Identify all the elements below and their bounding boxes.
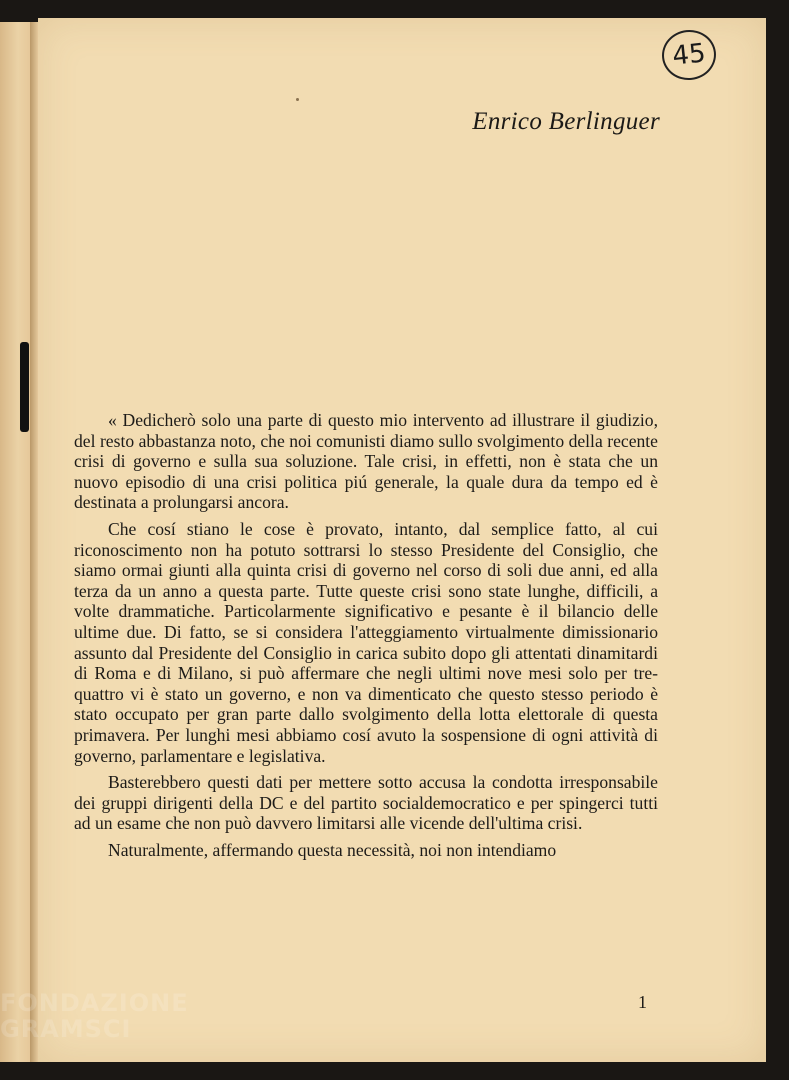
- binding-mark: [20, 342, 29, 432]
- watermark-line-2: GRAMSCI: [0, 1015, 132, 1043]
- left-page-edge: [0, 22, 30, 1062]
- watermark-line-1: FONDAZIONE: [0, 989, 189, 1017]
- paragraph-1: « Dedicherò solo una parte di questo mio intervento ad illustrare il giudizio, del resto abbastanza noto, che noi comunisti diamo sullo svolgimento della recente crisi di governo e sulla sua soluzione. Tale crisi, in effetti, non è stata che un nuovo episodio di una crisi politica piú generale, la quale dura da tempo ed è destinata a prolungarsi ancora.: [74, 410, 658, 513]
- scan-background: [766, 18, 789, 1080]
- body-text: [74, 410, 658, 866]
- paper-speck: [296, 98, 299, 101]
- archive-number-circle: 45: [660, 27, 719, 82]
- author-name: Enrico Berlinguer: [472, 108, 660, 135]
- watermark-logo: [0, 990, 200, 1080]
- document-page: [38, 18, 766, 1062]
- page-gutter: [30, 22, 38, 1062]
- paragraph-2: Che cosí stiano le cose è provato, intanto, dal semplice fatto, al cui riconoscimento non ha potuto sottrarsi lo stesso Presidente del Consiglio, che siamo ormai giunti alla quinta crisi di governo nel corso di soli due anni, ed alla terza da un anno a questa parte. Tutte queste crisi sono state lunghe, difficili, a volte drammatiche. Particolarmente significativo e pesante è il bilancio delle ultime due. Di fatto, se si considera l'atteggiamento virtualmente dimissionario assunto dal Presidente del Consiglio in carica subito dopo gli attentati dinamitardi di Roma e di Milano, si può affermare che negli ultimi nove mesi solo per tre-quattro vi è stato un governo, e non va dimenticato che questo stesso periodo è stato occupato per gran parte dallo svolgimento della lotta elettorale di questa primavera. Per lunghi mesi abbiamo cosí avuto la sospensione di ogni attività di governo, parlamentare e legislativa.: [74, 518, 658, 766]
- paragraph-4: Naturalmente, affermando questa necessità, noi non intendiamo: [108, 839, 557, 860]
- page-number: 1: [638, 992, 647, 1012]
- paragraph-3: Basterebbero questi dati per mettere sotto accusa la condotta irresponsabile dei gruppi dirigenti della DC e del partito socialdemocratico e per spingerci tutti ad un esame che non può davvero limitarsi alle vicende dell'ultima crisi.: [74, 772, 658, 834]
